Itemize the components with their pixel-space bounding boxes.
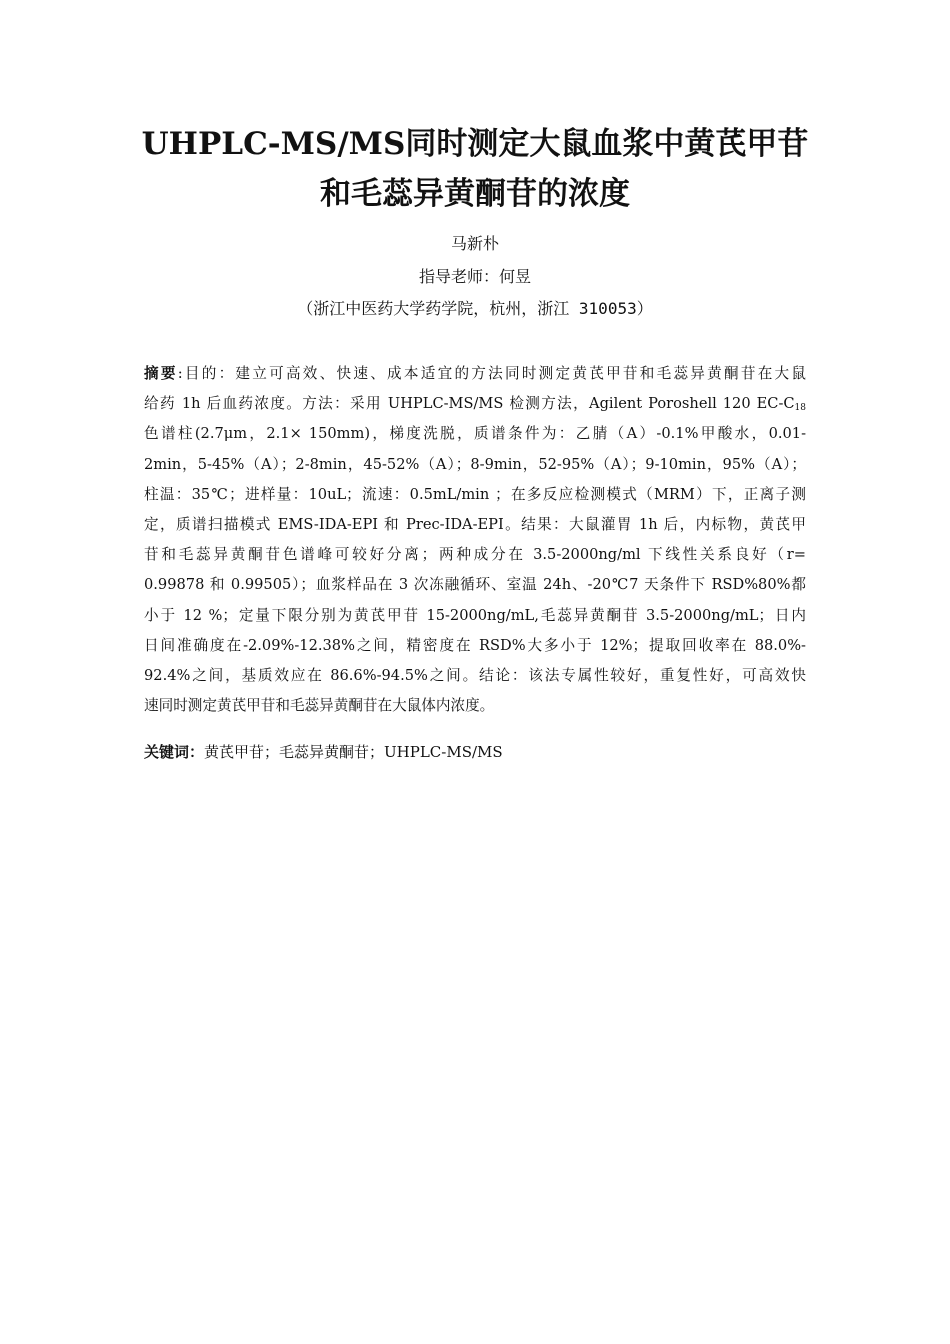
abstract-line-text: :目的：建立可高效、快速、成本适宜的方法同时测定黄芪甲苷和毛蕊异黄酮苷在大鼠 (177, 365, 806, 382)
abstract-line: 小于 12 %；定量下限分别为黄芪甲苷 15-2000ng/mL,毛蕊异黄酮苷 3.5-2000ng/mL；日内 (144, 606, 806, 624)
author-name: 马新朴 (450, 234, 499, 253)
abstract-label: 摘要 (144, 365, 178, 382)
paper-title-line-2: 和毛蕊异黄酮苷的浓度 (320, 176, 630, 212)
abstract-line (144, 359, 806, 389)
abstract-line: 定，质谱扫描模式 EMS-IDA-EPI 和 Prec-IDA-EPI。结果：大鼠灌胃 1h 后，内标物，黄芪甲 (144, 515, 806, 533)
abstract-line: 柱温：35℃；进样量：10uL；流速：0.5mL/min ；在多反应检测模式（MRM）下，正离子测 (144, 485, 806, 503)
abstract-line: 色谱柱(2.7μm，2.1× 150mm)，梯度洗脱，质谱条件为：乙腈（A）-0.1%甲酸水，0.01- (144, 425, 806, 443)
paper-title-line-1: UHPLC-MS/MS同时测定大鼠血浆中黄芪甲苷 (141, 126, 809, 162)
abstract-line (144, 389, 806, 419)
keywords-text: 黄芪甲苷；毛蕊异黄酮苷；UHPLC-MS/MS (204, 743, 503, 761)
abstract-line: 速同时测定黄芪甲苷和毛蕊异黄酮苷在大鼠体内浓度。 (144, 697, 495, 715)
abstract-line: 2min，5-45%（A）；2-8min，45-52%（A）；8-9min，52-95%（A）；9-10min，95%（A）； (144, 455, 806, 473)
abstract-line: 92.4%之间，基质效应在 86.6%-94.5%之间。结论：该法专属性较好，重复性好，可高效快 (144, 666, 806, 684)
abstract-line-text: 给药 1h 后血药浓度。方法：采用 UHPLC-MS/MS 检测方法，Agilent Poroshell 120 EC-C (144, 395, 795, 413)
abstract-line: 日间准确度在-2.09%-12.38%之间，精密度在 RSD%大多小于 12%；提取回收率在 88.0%- (144, 636, 806, 654)
keywords-label: 关键词： (144, 743, 205, 761)
advisor-name: 指导老师：何昱 (418, 267, 531, 286)
abstract-line: 苷和毛蕊异黄酮苷色谱峰可较好分离；两种成分在 3.5-2000ng/ml 下线性关系良好（r= (144, 546, 806, 564)
keywords (144, 737, 806, 767)
affiliation: （浙江中医药大学药学院，杭州，浙江 310053） (297, 299, 653, 318)
abstract (144, 359, 806, 721)
abstract-line: 0.99878 和 0.99505）；血浆样品在 3 次冻融循环、室温 24h、-20℃7 天条件下 RSD%80%都 (144, 576, 806, 594)
column-subscript: 18 (794, 403, 806, 414)
